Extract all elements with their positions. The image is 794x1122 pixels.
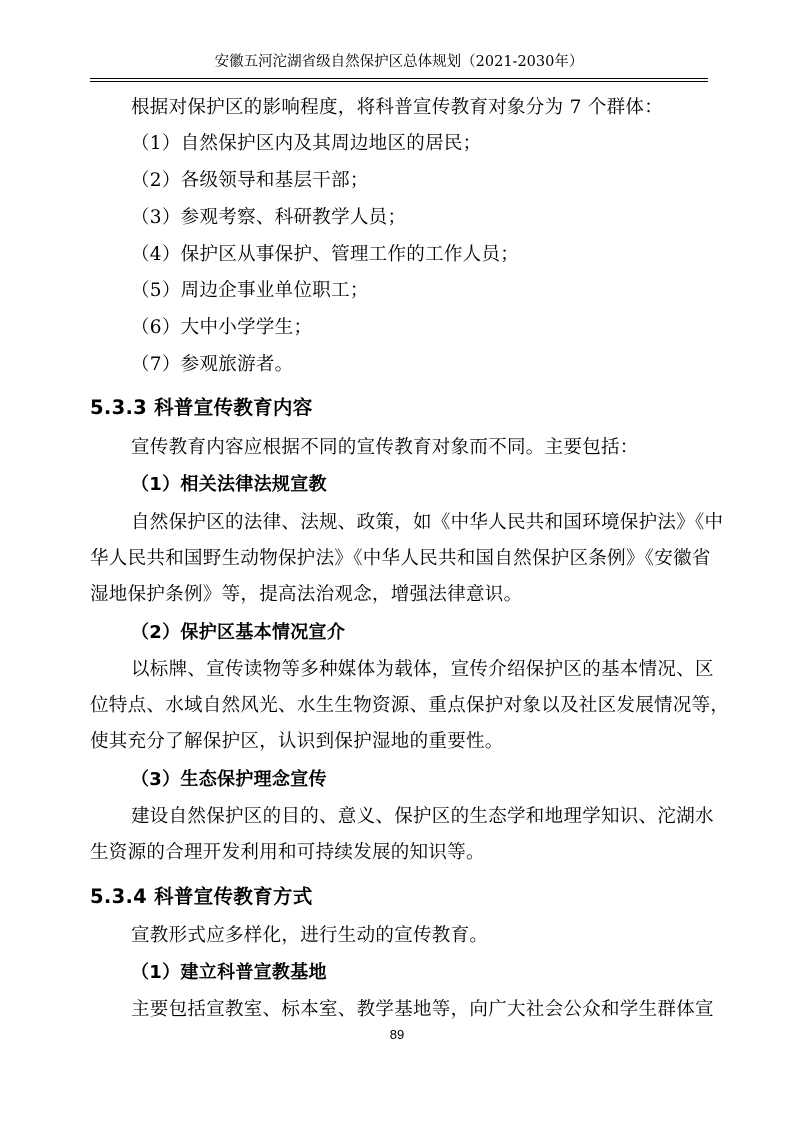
paragraph-line: 位特点、水域自然风光、水生生物资源、重点保护对象以及社区发展情况等，	[90, 695, 730, 716]
group-item-5: （5）周边企事业单位职工；	[131, 280, 369, 301]
paragraph-line: 生资源的合理开发利用和可持续发展的知识等。	[90, 842, 485, 863]
paragraph-line: 主要包括宣教室、标本室、教学基地等，向广大社会公众和学生群体宣	[131, 999, 714, 1020]
page-number: 89	[389, 1027, 405, 1042]
section-5-3-4-intro: 宣教形式应多样化，进行生动的宣传教育。	[131, 925, 489, 946]
group-item-7: （7）参观旅游者。	[131, 354, 294, 375]
paragraph-line: 自然保护区的法律、法规、政策，如《中华人民共和国环境保护法》《中	[131, 512, 724, 533]
group-item-3: （3）参观考察、科研教学人员；	[131, 207, 407, 228]
paragraph-line: 湿地保护条例》等，提高法治观念，增强法律意识。	[90, 584, 523, 605]
paragraph-line: 使其充分了解保护区，认识到保护湿地的重要性。	[90, 731, 504, 752]
paragraph-line: 以标牌、宣传读物等多种媒体为载体，宣传介绍保护区的基本情况、区	[131, 659, 714, 680]
group-item-2: （2）各级领导和基层干部；	[131, 170, 369, 191]
subheading-basic-info: （2）保护区基本情况宣介	[131, 622, 346, 643]
subheading-education-base: （1）建立科普宣教基地	[131, 962, 327, 983]
subheading-eco-concept: （3）生态保护理念宣传	[131, 769, 327, 790]
group-item-1: （1）自然保护区内及其周边地区的居民；	[131, 133, 482, 154]
paragraph-line: 华人民共和国野生动物保护法》《中华人民共和国自然保护区条例》《安徽省	[90, 548, 711, 569]
subheading-legal-education: （1）相关法律法规宣教	[131, 474, 327, 495]
group-item-6: （6）大中小学学生；	[131, 317, 313, 338]
intro-paragraph: 根据对保护区的影响程度，将科普宣传教育对象分为 7 个群体：	[131, 97, 664, 118]
running-header: 安徽五河沱湖省级自然保护区总体规划（2021-2030年）	[90, 52, 708, 79]
paragraph-line: 建设自然保护区的目的、意义、保护区的生态学和地理学知识、沱湖水	[131, 806, 714, 827]
section-heading-5-3-4: 5.3.4 科普宣传教育方式	[90, 885, 313, 908]
section-heading-5-3-3: 5.3.3 科普宣传教育内容	[90, 396, 313, 419]
group-item-4: （4）保护区从事保护、管理工作的工作人员；	[131, 244, 520, 265]
section-5-3-3-intro: 宣传教育内容应根据不同的宣传教育对象而不同。主要包括：	[131, 437, 639, 458]
